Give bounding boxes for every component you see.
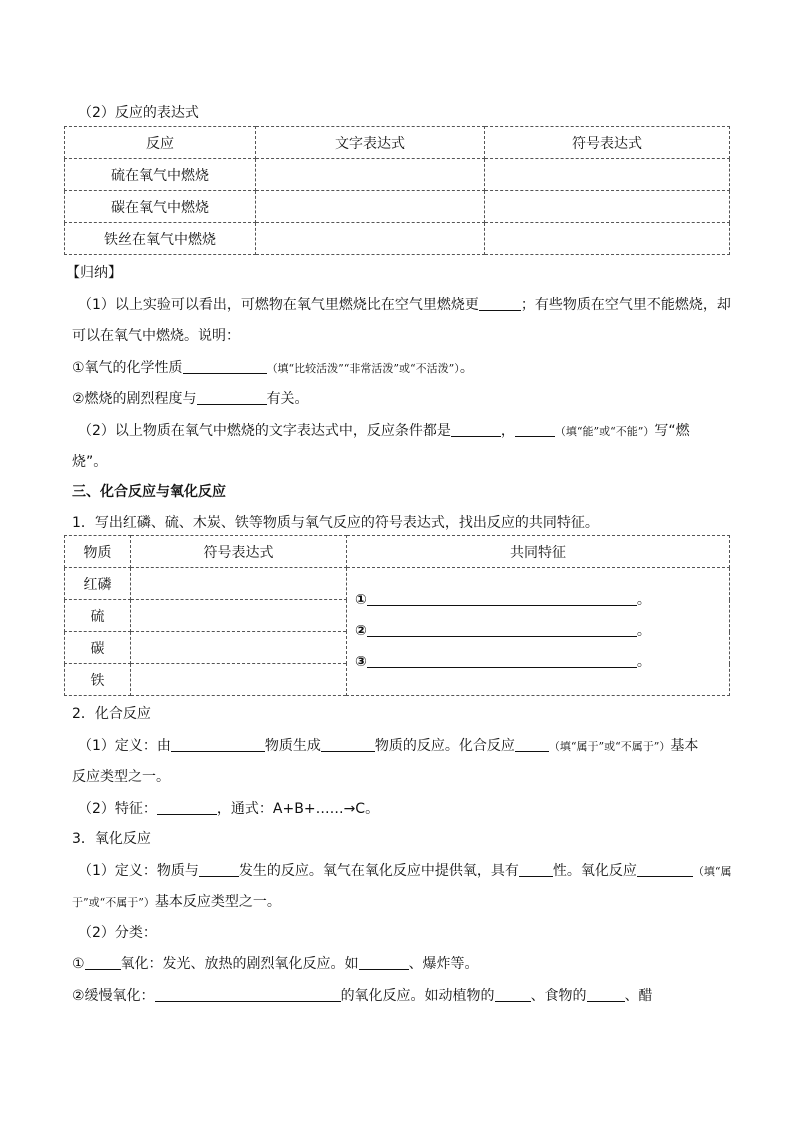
hint-text: （填“比较活泼”“非常活泼”或“不活泼”） [266,362,460,375]
table-row [65,568,730,600]
feature-number: ② [355,623,367,639]
row-label: 铁 [65,664,131,696]
combination-text: （1）定义：由 [78,738,171,754]
answer-blank[interactable] [451,422,501,437]
feature-line [355,616,729,647]
table-row [65,223,730,255]
answer-cell[interactable] [485,191,730,223]
summary-paragraph-2-cont: 烧”。 [72,454,108,470]
summary-text: ；有些物质在空气里不能燃烧，却 [520,297,731,313]
answer-blank[interactable] [515,737,549,752]
answer-blank[interactable] [359,955,409,970]
question-1: 1．写出红磷、硫、木炭、铁等物质与氧气反应的符号表达式，找出反应的共同特征。 [72,515,599,531]
table-row [65,191,730,223]
header-symbol-expression: 符号表达式 [131,536,347,568]
feature-line [355,647,729,678]
summary-text: ②燃烧的剧烈程度与 [72,391,197,407]
answer-blank[interactable] [367,622,637,637]
answer-blank[interactable] [321,737,375,752]
answer-blank[interactable] [197,390,267,405]
oxidation-text: 、醋 [624,988,653,1004]
summary-text: ①氧气的化学性质 [72,360,183,376]
row-label: 红磷 [65,568,131,600]
summary-paragraph-1 [78,294,731,314]
table-row [65,159,730,191]
answer-blank[interactable] [367,653,637,668]
oxidation-definition [78,860,732,880]
period: 。 [636,654,651,670]
reaction-expression-heading: （2）反应的表达式 [78,105,199,121]
combination-text: 物质生成 [264,738,321,754]
row-label: 硫 [65,600,131,632]
answer-cell[interactable] [131,568,347,600]
combination-title: 2．化合反应 [72,706,151,722]
feature-number: ① [355,592,367,608]
combination-definition-cont: 反应类型之一。 [72,769,170,785]
combination-text: ，通式：A+B+……→C。 [216,801,380,817]
oxidation-text: ① [72,956,85,972]
answer-cell[interactable] [131,664,347,696]
combination-text: 基本 [670,738,699,754]
summary-paragraph-2 [78,420,690,440]
summary-paragraph-1-cont: 可以在氧气中燃烧。说明： [72,328,240,344]
header-symbol-expression: 符号表达式 [485,127,730,159]
row-label: 碳 [65,632,131,664]
oxidation-class-2 [72,985,653,1005]
answer-cell[interactable] [131,632,347,664]
header-word-expression: 文字表达式 [256,127,485,159]
header-reaction: 反应 [65,127,256,159]
combination-text: 物质的反应。化合反应 [374,738,515,754]
header-substance: 物质 [65,536,131,568]
header-common-feature: 共同特征 [347,536,730,568]
answer-blank[interactable] [85,955,121,970]
summary-text: 有关。 [266,391,309,407]
row-label: 碳在氧气中燃烧 [65,191,256,223]
summary-conclusion-2 [72,388,309,408]
answer-cell[interactable] [256,191,485,223]
common-feature-table [64,535,730,696]
oxidation-text: （1）定义：物质与 [78,863,199,879]
reaction-expression-table [64,126,730,255]
oxidation-text: 氧化：发光、放热的剧烈氧化反应。如 [120,956,359,972]
summary-text: （1）以上实验可以看出，可燃物在氧气里燃烧比在空气里燃烧更 [78,297,479,313]
answer-blank[interactable] [157,800,217,815]
oxidation-text: 发生的反应。氧气在氧化反应中提供氧，具有 [238,863,519,879]
oxidation-class-1 [72,953,479,973]
oxidation-classification: （2）分类： [78,925,157,941]
table-header-row [65,536,730,568]
combination-text: （2）特征： [78,801,157,817]
answer-blank[interactable] [171,737,265,752]
oxidation-text: ②缓慢氧化： [72,988,155,1004]
answer-blank[interactable] [519,862,553,877]
summary-conclusion-1 [72,357,474,377]
common-feature-cell [347,568,730,696]
summary-text: 。 [459,360,474,376]
oxidation-text: 基本反应类型之一。 [154,894,281,910]
answer-blank[interactable] [155,987,341,1002]
hint-text: （填“属 [692,865,732,878]
hint-text: （填“能”或“不能”） [554,425,655,438]
feature-line [355,585,729,616]
oxidation-definition-cont [72,891,281,911]
oxidation-text: 的氧化反应。如动植物的 [340,988,495,1004]
oxidation-text: 、爆炸等。 [408,956,479,972]
answer-blank[interactable] [495,987,531,1002]
table-header-row [65,127,730,159]
oxidation-title: 3．氧化反应 [72,831,151,847]
oxidation-text: 、食物的 [530,988,587,1004]
answer-cell[interactable] [256,159,485,191]
row-label: 铁丝在氧气中燃烧 [65,223,256,255]
combination-definition [78,735,698,755]
summary-text: 写“燃 [654,423,690,439]
summary-text: （2）以上物质在氧气中燃烧的文字表达式中，反应条件都是 [78,423,451,439]
feature-number: ③ [355,654,367,670]
answer-cell[interactable] [485,223,730,255]
answer-cell[interactable] [131,600,347,632]
hint-text: 于”或“不属于”） [72,896,155,909]
row-label: 硫在氧气中燃烧 [65,159,256,191]
summary-text: ， [500,423,515,439]
answer-cell[interactable] [485,159,730,191]
hint-text: （填“属于”或“不属于”） [548,740,671,753]
oxidation-text: 性。氧化反应 [552,863,637,879]
combination-feature [78,798,379,818]
answer-blank[interactable] [637,862,693,877]
answer-blank[interactable] [515,422,555,437]
answer-blank[interactable] [367,591,637,606]
period: 。 [636,592,651,608]
answer-blank[interactable] [479,296,521,311]
answer-blank[interactable] [199,862,239,877]
answer-cell[interactable] [256,223,485,255]
answer-blank[interactable] [183,359,267,374]
answer-blank[interactable] [587,987,625,1002]
period: 。 [636,623,651,639]
section-3-title: 三、化合反应与氧化反应 [72,484,226,500]
summary-title: 【归纳】 [66,265,122,281]
